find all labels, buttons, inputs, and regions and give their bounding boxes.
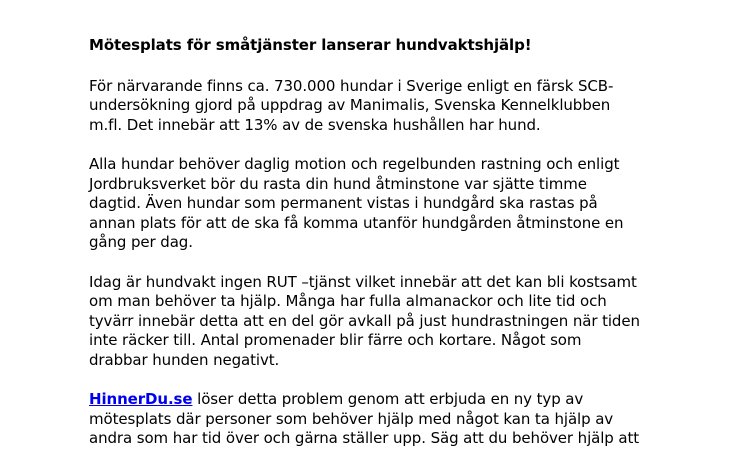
text-line: För närvarande finns ca. 730.000 hundar i Sverige enligt en färsk SCB- (89, 76, 614, 95)
text-line: undersökning gjord på uppdrag av Manimalis, Svenska Kennelklubben (89, 96, 611, 115)
text-line (89, 390, 669, 410)
text-line: mötesplats där personer som behöver hjälp med något kan ta hjälp av (89, 409, 614, 428)
text-line: Alla hundar behöver daglig motion och regelbunden rastning och enligt (89, 154, 620, 173)
text-line: dagtid. Även hundar som permanent vistas i hundgård ska rastas på (89, 194, 598, 213)
paragraph-hinnerdu (89, 390, 669, 449)
headline: Mötesplats för småtjänster lanserar hundvaktshjälp! (89, 36, 532, 54)
text-line: Idag är hundvakt ingen RUT –tjänst vilket innebär att det kan bli kostsamt (89, 272, 637, 291)
paragraph-rut-service (89, 273, 669, 371)
text-line: tyvärr innebär detta att en del gör avkall på just hundrastningen när tiden (89, 311, 640, 330)
text-line: inte räcker till. Antal promenader blir färre och kortare. Något som (89, 331, 582, 350)
text-line: Jordbruksverket bör du rasta din hund åtminstone var sjätte timme (89, 174, 587, 193)
text-line: m.fl. Det innebär att 13% av de svenska hushållen har hund. (89, 115, 541, 134)
document-body (89, 36, 669, 468)
link-line-continuation: löser detta problem genom att erbjuda en ny typ av (192, 390, 584, 409)
paragraph-dog-exercise (89, 155, 669, 253)
text-line: andra som har tid över och gärna ställer upp. Säg att du behöver hjälp att (89, 429, 640, 448)
text-line: drabbar hunden negativt. (89, 350, 280, 369)
hinnerdu-link[interactable]: HinnerDu.se (89, 390, 193, 409)
text-line: om man behöver ta hjälp. Många har fulla almanackor och lite tid och (89, 292, 607, 311)
text-line: gång per dag. (89, 233, 193, 252)
text-line: annan plats för att de ska få komma utanför hundgården åtminstone en (89, 213, 624, 232)
paragraph-dog-statistics (89, 77, 669, 136)
